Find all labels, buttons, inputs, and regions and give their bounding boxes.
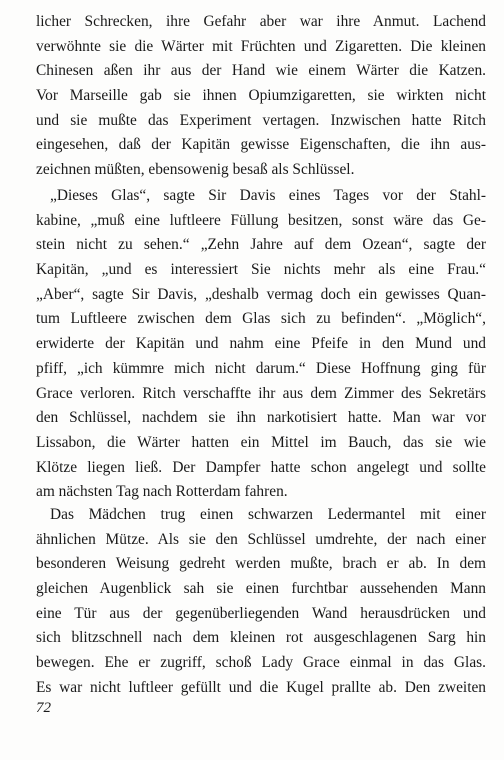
text-line: eingesehen, daß der Kapitän gewisse Eigenschaften, die ihn aus- — [36, 136, 486, 154]
text-line: Lissabon, die Wärter hatten ein Mittel im Bauch, das sie wie — [36, 433, 486, 451]
text-line: Es war nicht luftleer gefüllt und die Kugel prallte ab. Den zweiten — [36, 678, 486, 696]
paragraph-2 — [36, 184, 486, 505]
text-line: ähnlichen Mütze. Als sie den Schlüssel umdrehte, der nach einer — [36, 530, 486, 548]
text-line: besonderen Weisung gedreht werden mußte, brach er ab. In dem — [36, 555, 486, 573]
text-line: verwöhnte sie die Wärter mit Früchten und Zigaretten. Die kleinen — [36, 37, 486, 55]
text-line: pfiff, „ich kümmre mich nicht darum.“ Diese Hoffnung ging für — [36, 359, 486, 377]
text-line: kabine, „muß eine luftleere Füllung besitzen, sonst wäre das Ge- — [36, 211, 486, 229]
text-line: Das Mädchen trug einen schwarzen Ledermantel mit einer — [50, 506, 486, 523]
text-line: Kapitän, „und es interessiert Sie nichts mehr als eine Frau.“ — [36, 261, 486, 279]
text-line: am nächsten Tag nach Rotterdam fahren. — [36, 483, 288, 501]
text-line: licher Schrecken, ihre Gefahr aber war ihre Anmut. Lachend — [36, 13, 486, 30]
text-line: „Aber“, sagte Sir Davis, „deshalb vermag doch ein gewisses Quan- — [36, 285, 486, 303]
text-line: Chinesen aßen ihr aus der Hand wie einem Wärter die Katzen. — [36, 62, 486, 80]
text-line: Klötze liegen ließ. Der Dampfer hatte schon angelegt und sollte — [36, 458, 486, 476]
text-line: eine Tür aus der gegenüberliegenden Wand herausdrücken und — [36, 604, 486, 622]
text-line: Grace verloren. Ritch verschaffte ihr aus dem Zimmer des Sekretärs — [36, 384, 486, 402]
text-line: stein nicht zu sehen.“ „Zehn Jahre auf dem Ozean“, sagte der — [36, 236, 486, 254]
paragraph-1 — [36, 10, 486, 183]
text-line: und sie mußte das Experiment vertagen. Inzwischen hatte Ritch — [36, 111, 486, 129]
text-line: tum Luftleere zwischen dem Glas sich zu befinden“. „Möglich“, — [36, 310, 486, 328]
text-line: Vor Marseille gab sie ihnen Opiumzigaretten, sie wirkten nicht — [36, 87, 486, 105]
text-line: bewegen. Ehe er zugriff, schoß Lady Grace einmal in das Glas. — [36, 654, 486, 672]
text-line: sich blitzschnell nach dem kleinen rot ausgeschlagenen Sarg hin — [36, 629, 486, 647]
text-line: „Dieses Glas“, sagte Sir Davis eines Tages vor der Stahl- — [50, 187, 486, 204]
text-line: zeichnen müßten, ebensowenig besaß als Schlüssel. — [36, 161, 355, 179]
text-line: gleichen Augenblick sah sie einen furchtbar aussehenden Mann — [36, 580, 486, 598]
text-line: den Schlüssel, nachdem sie ihn narkotisiert hatte. Man war vor — [36, 409, 486, 427]
page-number: 72 — [36, 700, 51, 716]
paragraph-3 — [36, 503, 486, 701]
text-line: erwiderte der Kapitän und nahm eine Pfeife in den Mund und — [36, 335, 486, 353]
